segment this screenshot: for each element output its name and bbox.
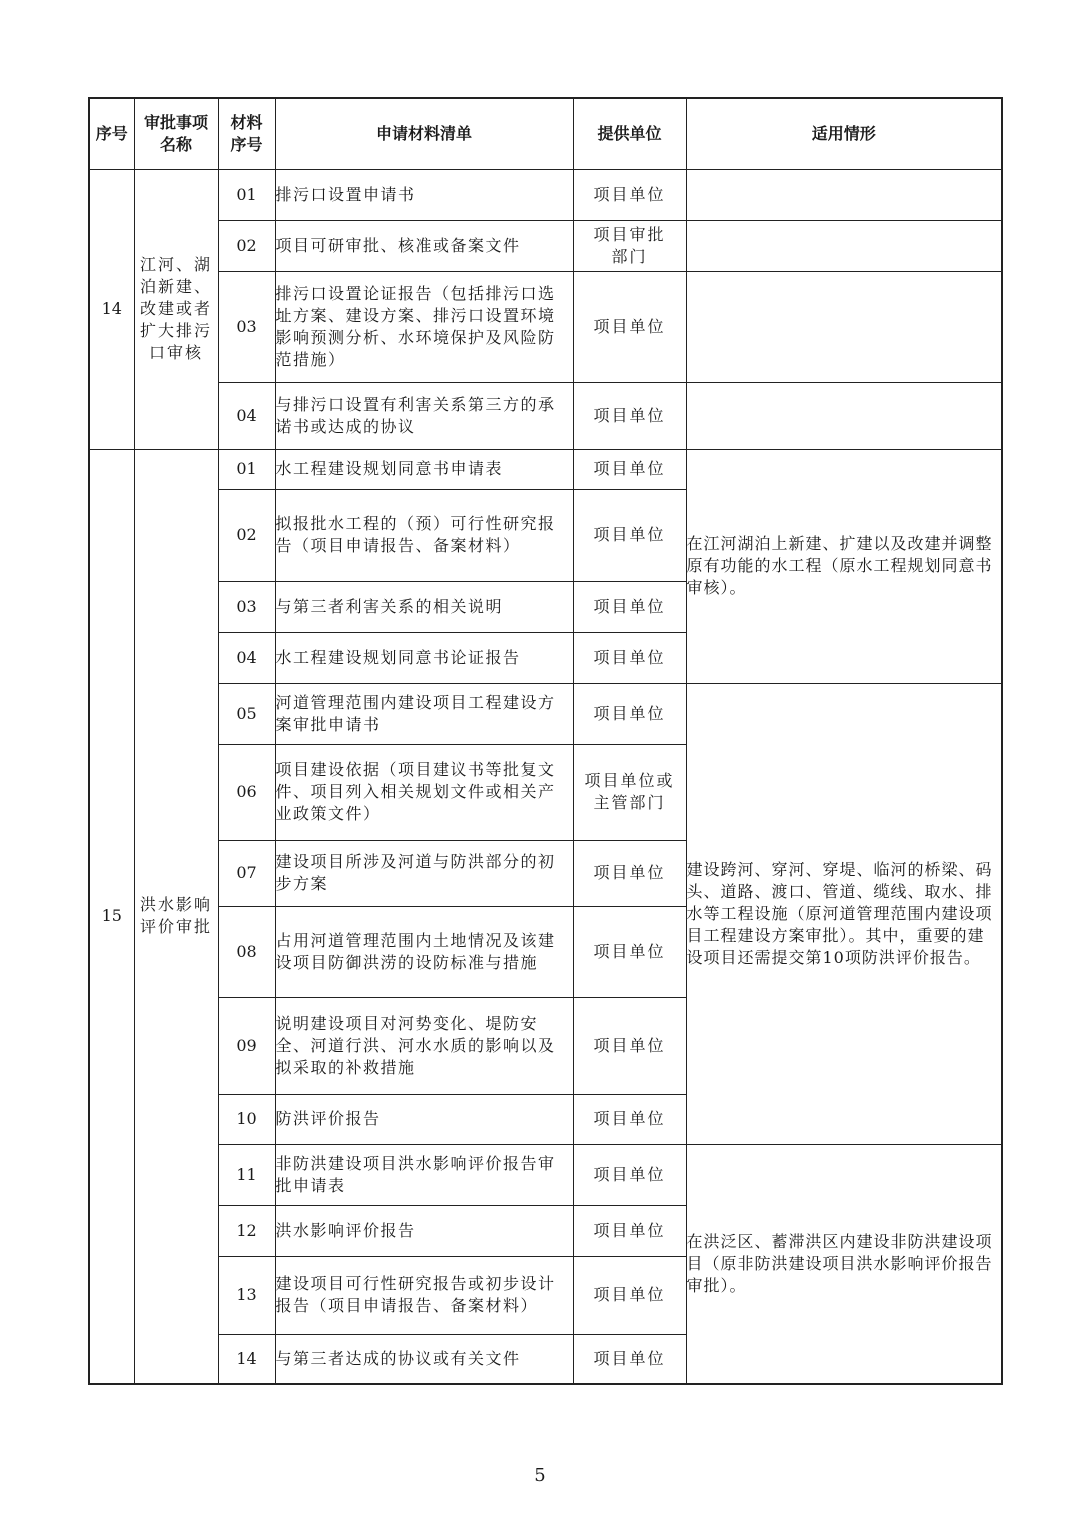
condition-cell: [686, 382, 1002, 449]
material-text: 说明建设项目对河势变化、堤防安全、河道行洪、河水水质的影响以及拟采取的补救措施: [275, 997, 573, 1094]
material-provider: 项目单位: [573, 271, 686, 382]
material-text: 与第三者利害关系的相关说明: [275, 581, 573, 632]
table-row: [89, 382, 1002, 449]
material-no: 09: [218, 997, 275, 1094]
material-provider: 项目单位或主管部门: [573, 744, 686, 840]
material-provider: 项目单位: [573, 382, 686, 449]
material-provider: 项目单位: [573, 1094, 686, 1144]
header-row: [89, 98, 1002, 169]
material-text: 与排污口设置有利害关系第三方的承诺书或达成的协议: [275, 382, 573, 449]
item-seq: 14: [89, 169, 134, 449]
header-item-name: 审批事项名称: [134, 98, 218, 169]
material-no: 01: [218, 449, 275, 489]
condition-cell: [686, 169, 1002, 220]
material-no: 04: [218, 632, 275, 683]
material-text: 河道管理范围内建设项目工程建设方案审批申请书: [275, 683, 573, 744]
condition-text: 在洪泛区、蓄滞洪区内建设非防洪建设项目（原非防洪建设项目洪水影响评价报告审批）。: [686, 1144, 1002, 1384]
material-text: 占用河道管理范围内土地情况及该建设项目防御洪涝的设防标准与措施: [275, 906, 573, 997]
table-row: [89, 1144, 1002, 1205]
condition-text: 在江河湖泊上新建、扩建以及改建并调整原有功能的水工程（原水工程规划同意书审核）。: [686, 449, 1002, 683]
material-no: 03: [218, 581, 275, 632]
material-provider: 项目单位: [573, 1256, 686, 1334]
header-mat-seq: 材料序号: [218, 98, 275, 169]
material-provider: 项目单位: [573, 1205, 686, 1256]
material-no: 08: [218, 906, 275, 997]
item-name: 洪水影响评价审批: [134, 449, 218, 1384]
material-no: 10: [218, 1094, 275, 1144]
material-provider: 项目单位: [573, 906, 686, 997]
material-provider: 项目单位: [573, 489, 686, 581]
table-row: [89, 449, 1002, 489]
material-no: 04: [218, 382, 275, 449]
material-no: 01: [218, 169, 275, 220]
material-text: 建设项目所涉及河道与防洪部分的初步方案: [275, 840, 573, 906]
material-text: 洪水影响评价报告: [275, 1205, 573, 1256]
material-provider: 项目单位: [573, 169, 686, 220]
material-provider: 项目审批部门: [573, 220, 686, 271]
header-condition: 适用情形: [686, 98, 1002, 169]
header-seq: 序号: [89, 98, 134, 169]
material-text: 拟报批水工程的（预）可行性研究报告（项目申请报告、备案材料）: [275, 489, 573, 581]
material-text: 与第三者达成的协议或有关文件: [275, 1334, 573, 1384]
material-no: 13: [218, 1256, 275, 1334]
material-no: 05: [218, 683, 275, 744]
item-seq: 15: [89, 449, 134, 1384]
material-text: 水工程建设规划同意书论证报告: [275, 632, 573, 683]
material-text: 防洪评价报告: [275, 1094, 573, 1144]
table-row: [89, 220, 1002, 271]
material-no: 11: [218, 1144, 275, 1205]
header-provider: 提供单位: [573, 98, 686, 169]
material-provider: 项目单位: [573, 449, 686, 489]
material-provider: 项目单位: [573, 1144, 686, 1205]
material-provider: 项目单位: [573, 1334, 686, 1384]
material-text: 排污口设置申请书: [275, 169, 573, 220]
page-number: 5: [534, 1465, 546, 1486]
material-text: 建设项目可行性研究报告或初步设计报告（项目申请报告、备案材料）: [275, 1256, 573, 1334]
material-provider: 项目单位: [573, 581, 686, 632]
material-provider: 项目单位: [573, 632, 686, 683]
material-text: 非防洪建设项目洪水影响评价报告审批申请表: [275, 1144, 573, 1205]
material-text: 排污口设置论证报告（包括排污口选址方案、建设方案、排污口设置环境影响预测分析、水环境保护及风险防范措施）: [275, 271, 573, 382]
material-no: 06: [218, 744, 275, 840]
material-text: 项目建设依据（项目建议书等批复文件、项目列入相关规划文件或相关产业政策文件）: [275, 744, 573, 840]
material-text: 项目可研审批、核准或备案文件: [275, 220, 573, 271]
material-no: 14: [218, 1334, 275, 1384]
header-materials: 申请材料清单: [275, 98, 573, 169]
condition-text: 建设跨河、穿河、穿堤、临河的桥梁、码头、道路、渡口、管道、缆线、取水、排水等工程设施（原河道管理范围内建设项目工程建设方案审批）。其中，重要的建设项目还需提交第10项防洪评价报告。: [686, 683, 1002, 1144]
condition-cell: [686, 220, 1002, 271]
material-provider: 项目单位: [573, 997, 686, 1094]
condition-cell: [686, 271, 1002, 382]
table-row: [89, 271, 1002, 382]
material-no: 07: [218, 840, 275, 906]
material-no: 12: [218, 1205, 275, 1256]
table-row: [89, 683, 1002, 744]
table-row: [89, 169, 1002, 220]
material-no: 02: [218, 220, 275, 271]
item-name: 江河、湖泊新建、改建或者扩大排污口审核: [134, 169, 218, 449]
materials-table: [88, 97, 1003, 1385]
material-provider: 项目单位: [573, 840, 686, 906]
material-no: 03: [218, 271, 275, 382]
material-text: 水工程建设规划同意书申请表: [275, 449, 573, 489]
material-provider: 项目单位: [573, 683, 686, 744]
material-no: 02: [218, 489, 275, 581]
